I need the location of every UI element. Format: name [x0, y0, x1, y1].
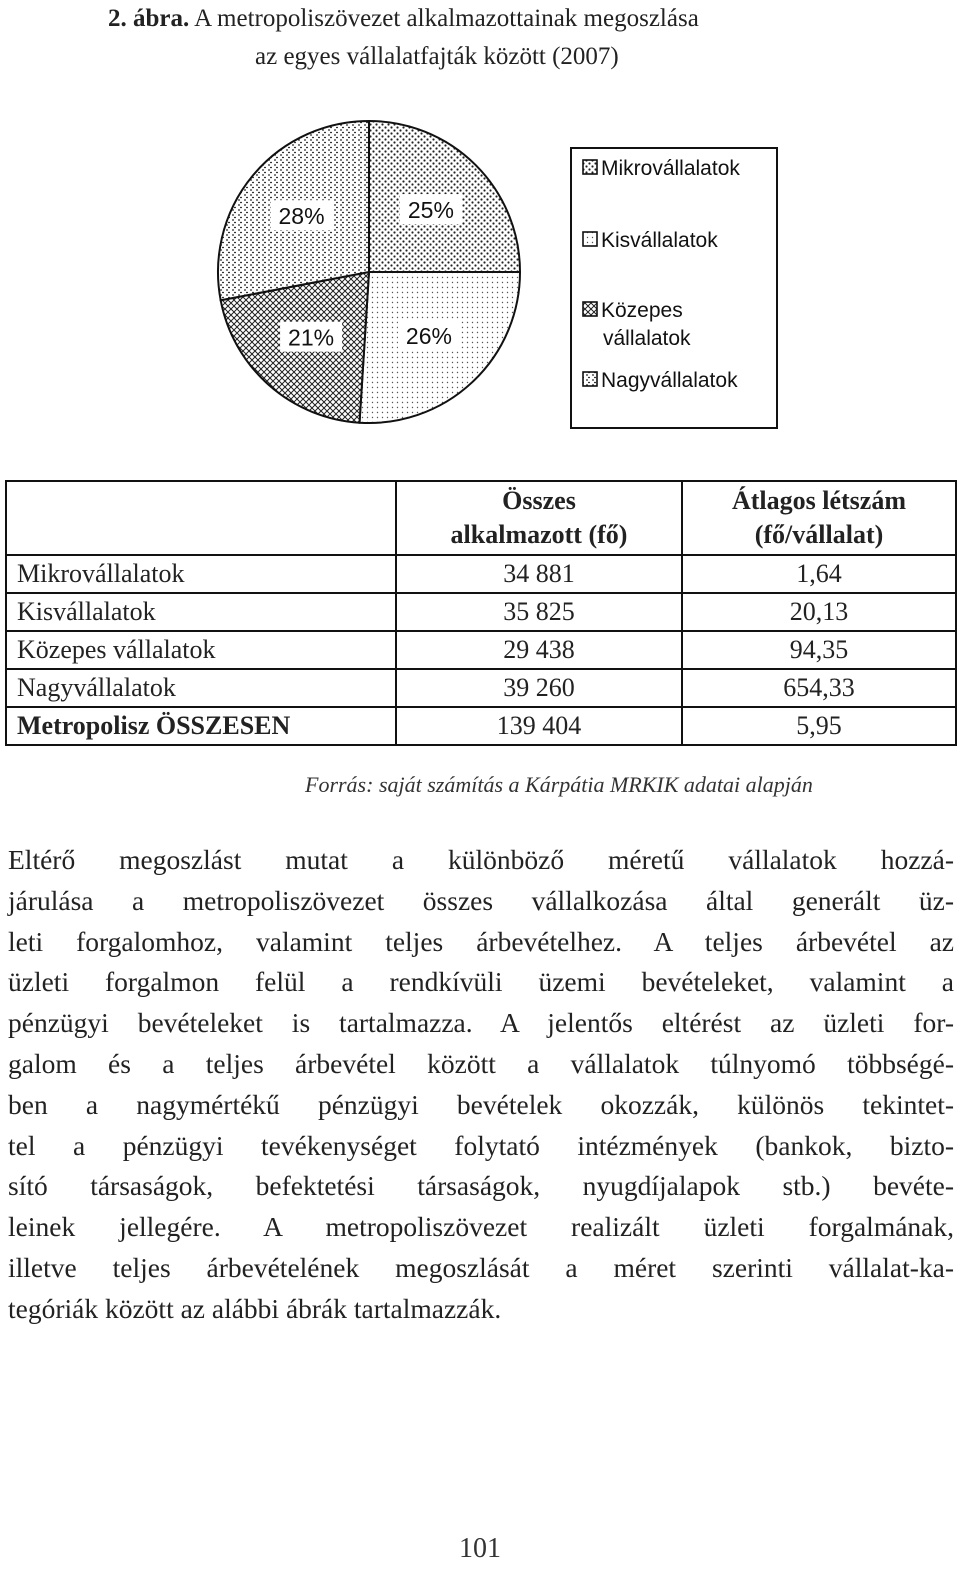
legend-swatch-2 — [583, 302, 597, 316]
row-name: Közepes vállalatok — [6, 631, 396, 669]
legend-label-3-0: Nagyvállalatok — [601, 369, 738, 392]
paragraph-line: ben a nagymértékű pénzügyi bevételek okozzák, különös tekintet- — [8, 1088, 954, 1120]
paragraph-line: üzleti forgalmon felül a rendkívüli üzemi bevételeket, valamint a — [8, 966, 954, 998]
figure-title-line2: az egyes vállalatfajták között (2007) — [255, 43, 619, 70]
row-name: Mikrovállalatok — [6, 555, 396, 593]
row-name: Metropolisz ÖSSZESEN — [6, 707, 396, 745]
header-average-line1: Átlagos létszám — [731, 486, 906, 515]
legend-label-0-0: Mikrovállalatok — [601, 157, 740, 180]
header-employees-line2: alkalmazott (fő) — [450, 520, 628, 549]
legend-label-1-0: Kisvállalatok — [601, 229, 718, 252]
paragraph-line: pénzügyi bevételeket is tartalmazza. A jelentős eltérést az üzleti for- — [8, 1007, 954, 1039]
paragraph-line: járulása a metropoliszövezet összes vállalkozása által generált üz- — [8, 884, 954, 916]
paragraph-line: sító társaságok, befektetési társaságok, nyugdíjalapok stb.) bevéte- — [8, 1170, 954, 1202]
row-name: Kisvállalatok — [6, 593, 396, 631]
table-row — [6, 669, 956, 707]
paragraph-line: leinek jellegére. A metropoliszövezet realizált üzleti forgalmának, — [8, 1211, 954, 1243]
legend-label-2-0: Közepes — [601, 299, 683, 322]
header-employees-line1: Összes — [502, 486, 576, 515]
legend-label-2-1: vállalatok — [603, 327, 691, 350]
body-paragraph — [8, 840, 954, 1330]
paragraph-line: tegóriák között az alábbi ábrák tartalmazzák. — [8, 1292, 502, 1324]
legend-swatch-0 — [583, 160, 597, 174]
row-employees: 39 260 — [396, 669, 682, 707]
legend-swatch-3 — [583, 372, 597, 386]
table-total-row — [6, 707, 956, 745]
header-average-line2: (fő/vállalat) — [754, 520, 884, 549]
table-header-row — [6, 481, 956, 555]
legend-swatch-1 — [583, 232, 597, 246]
header-employees — [396, 481, 682, 555]
paragraph-line: leti forgalomhoz, valamint teljes árbevételhez. A teljes árbevétel az — [8, 925, 954, 957]
slice-label-1: 26% — [405, 322, 452, 349]
header-average — [682, 481, 956, 555]
paragraph-line: tel a pénzügyi tevékenységet folytató intézmények (bankok, bizto- — [8, 1129, 954, 1161]
row-name: Nagyvállalatok — [6, 669, 396, 707]
row-average: 1,64 — [682, 555, 956, 593]
row-employees: 139 404 — [396, 707, 682, 745]
figure-number: 2. ábra. — [108, 5, 190, 32]
slice-label-3: 28% — [278, 203, 325, 230]
table-row — [6, 555, 956, 593]
row-average: 654,33 — [682, 669, 956, 707]
row-average: 94,35 — [682, 631, 956, 669]
slice-label-0: 25% — [407, 197, 454, 224]
table-row — [6, 631, 956, 669]
page-number: 101 — [459, 1533, 501, 1564]
source-note: Forrás: saját számítás a Kárpátia MRKIK adatai alapján — [305, 772, 813, 797]
paragraph-line: Eltérő megoszlást mutat a különböző méretű vállalatok hozzá- — [8, 844, 954, 875]
table-row — [6, 593, 956, 631]
row-employees: 35 825 — [396, 593, 682, 631]
paragraph-line: illetve teljes árbevételének megoszlását a méret szerinti vállalat-ka- — [8, 1251, 954, 1283]
row-average: 5,95 — [682, 707, 956, 745]
slice-label-2: 21% — [288, 324, 335, 351]
row-average: 20,13 — [682, 593, 956, 631]
data-table — [5, 480, 957, 746]
row-employees: 34 881 — [396, 555, 682, 593]
pie-chart — [0, 0, 960, 470]
figure-title-text: A metropoliszövezet alkalmazottainak megoszlása — [189, 5, 699, 32]
row-employees: 29 438 — [396, 631, 682, 669]
paragraph-line: galom és a teljes árbevétel között a vállalatok túlnyomó többségé- — [8, 1047, 954, 1079]
header-empty — [6, 481, 396, 555]
